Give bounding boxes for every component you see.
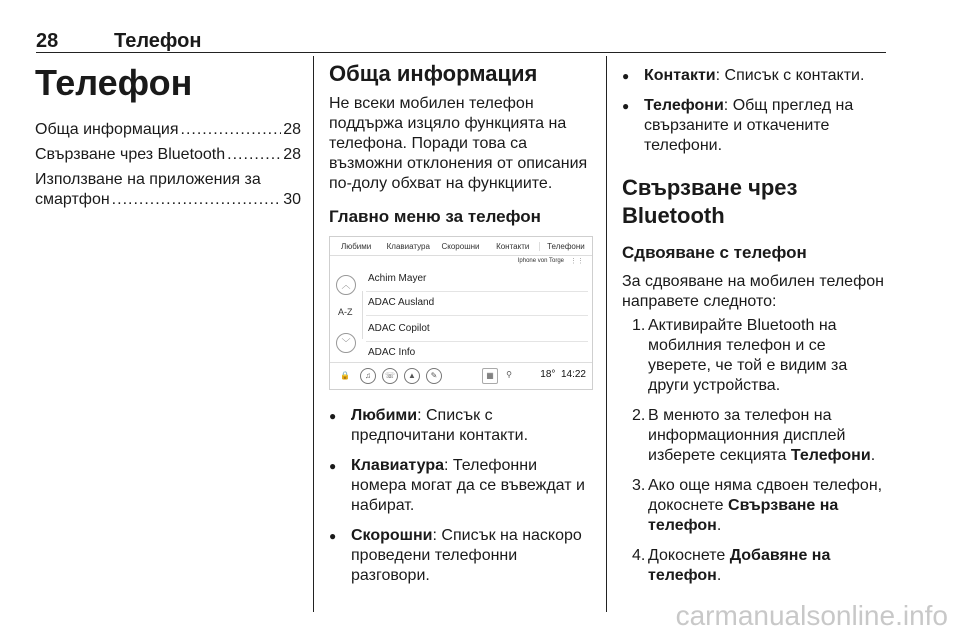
subsection-heading: Главно меню за телефон bbox=[329, 207, 541, 226]
clock: 14:22 bbox=[560, 369, 586, 380]
phone-menu-screenshot bbox=[329, 236, 593, 390]
lock-icon: 🔒 bbox=[340, 371, 350, 380]
term: Скорошни bbox=[351, 527, 433, 544]
toc-entry-label: Свързване чрез Bluetooth bbox=[35, 146, 226, 163]
tab-description-list bbox=[329, 406, 594, 586]
step-number: 4. bbox=[632, 547, 646, 564]
temperature: 18° bbox=[540, 369, 556, 380]
list-item bbox=[329, 456, 594, 516]
step-item bbox=[622, 406, 887, 466]
pairing-steps bbox=[622, 316, 887, 586]
column-1 bbox=[35, 60, 301, 215]
step-end: . bbox=[870, 447, 876, 464]
term: Телефони bbox=[644, 97, 724, 114]
screen-contact: ADAC Copilot bbox=[368, 323, 430, 334]
description: : Телефонни номера могат да се въвеждат и набират. bbox=[351, 457, 585, 514]
location-pin-icon: ⚲ bbox=[506, 370, 512, 379]
running-header: Телефон bbox=[114, 30, 202, 52]
step-end: . bbox=[716, 517, 722, 534]
music-icon: ♫ bbox=[360, 368, 376, 384]
step-bold: Добавяне на телефон bbox=[648, 547, 831, 584]
page-number: 28 bbox=[36, 30, 59, 52]
step-item bbox=[622, 476, 887, 536]
list-item bbox=[622, 96, 887, 156]
phone-icon: ☏ bbox=[382, 368, 398, 384]
toc-leader bbox=[112, 190, 282, 210]
step-number: 2. bbox=[632, 407, 646, 424]
column-divider-1 bbox=[313, 56, 314, 612]
description: : Списък с предпочитани контакти. bbox=[351, 407, 529, 444]
index-divider bbox=[362, 291, 363, 339]
toc-page: 30 bbox=[283, 191, 301, 208]
step-bold: Телефони bbox=[790, 447, 871, 464]
toc-leader bbox=[227, 145, 281, 165]
screen-contact: Achim Mayer bbox=[368, 273, 427, 284]
toc-entry[interactable] bbox=[35, 170, 301, 210]
list-item bbox=[622, 66, 887, 86]
chapter-title: Телефон bbox=[35, 62, 193, 103]
toc-page: 28 bbox=[283, 146, 301, 163]
contact-divider bbox=[366, 341, 588, 342]
screen-contact: ADAC Info bbox=[368, 347, 416, 358]
screen-az-index: A-Z bbox=[338, 307, 353, 317]
step-text: Активирайте Bluetooth на мобилния телефон и се уверете, че той е видим за други устройства. bbox=[648, 317, 848, 394]
toc-page: 28 bbox=[283, 121, 301, 138]
apps-icon: ✎ bbox=[426, 368, 442, 384]
signal-icon: ⋮⋮ bbox=[570, 258, 584, 265]
header-rule bbox=[36, 52, 886, 53]
term: Контакти bbox=[644, 67, 716, 84]
step-text: Ако още няма сдвоен телефон, докоснете bbox=[648, 477, 883, 514]
navigation-icon: ▲ bbox=[404, 368, 420, 384]
toc-entry-label-line1: Използване на приложения за bbox=[35, 171, 261, 188]
toc-entry[interactable] bbox=[35, 145, 301, 165]
screen-tab-contacts: Контакти bbox=[496, 241, 530, 251]
screen-status bbox=[540, 369, 586, 380]
step-item bbox=[622, 546, 887, 586]
step-text: Докоснете bbox=[648, 547, 730, 564]
description: : Списък на наскоро проведени телефонни разговори. bbox=[351, 527, 582, 584]
column-3 bbox=[622, 60, 887, 596]
watermark: carmanualsonline.info bbox=[675, 600, 948, 631]
tab-description-list-cont bbox=[622, 66, 887, 156]
step-text: В менюто за телефон на информационния дисплей изберете секцията bbox=[648, 407, 846, 464]
section-heading: Обща информация bbox=[329, 61, 538, 86]
screen-tab-phones: Телефони bbox=[539, 242, 592, 251]
subsection-heading: Сдвояване с телефон bbox=[622, 243, 807, 262]
screen-bottom-bar bbox=[330, 362, 592, 389]
screen-phone-name: Iphone von Torge bbox=[517, 258, 564, 264]
screen-tab-favourites: Любими bbox=[340, 241, 372, 251]
column-2 bbox=[329, 60, 594, 596]
description: : Общ преглед на свързаните и откачените телефони. bbox=[644, 97, 854, 154]
list-item bbox=[329, 406, 594, 446]
term: Клавиатура bbox=[351, 457, 444, 474]
column-divider-2 bbox=[606, 56, 607, 612]
screen-tab-keypad: Клавиатура bbox=[386, 241, 430, 251]
intro-paragraph: Не всеки мобилен телефон поддържа изцяло функцията на телефона. Поради това са възможни отклонения от описания по-долу обхват на функциите. bbox=[329, 95, 588, 192]
contact-divider bbox=[366, 291, 588, 292]
section-heading: Свързване чрез Bluetooth bbox=[622, 175, 798, 228]
traffic-icon: ▦ bbox=[482, 368, 498, 384]
term: Любими bbox=[351, 407, 418, 424]
step-bold: Свързване на телефон bbox=[648, 497, 839, 534]
description: : Списък с контакти. bbox=[715, 67, 865, 84]
toc-entry-label: Обща информация bbox=[35, 121, 179, 138]
step-number: 1. bbox=[632, 317, 646, 334]
step-end: . bbox=[716, 567, 722, 584]
step-item bbox=[622, 316, 887, 396]
scroll-down-icon: ﹀ bbox=[336, 333, 356, 353]
screen-tab-bar bbox=[330, 237, 592, 256]
toc-leader bbox=[181, 120, 282, 140]
screen-tab-recent: Скорошни bbox=[441, 241, 480, 251]
step-number: 3. bbox=[632, 477, 646, 494]
list-item bbox=[329, 526, 594, 586]
scroll-up-icon: ︿ bbox=[336, 275, 356, 295]
intro-paragraph: За сдвояване на мобилен телефон направете следното: bbox=[622, 273, 884, 310]
toc-entry[interactable] bbox=[35, 120, 301, 140]
contact-divider bbox=[366, 315, 588, 316]
toc-entry-label: смартфон bbox=[35, 191, 110, 208]
screen-contact: ADAC Ausland bbox=[368, 297, 435, 308]
